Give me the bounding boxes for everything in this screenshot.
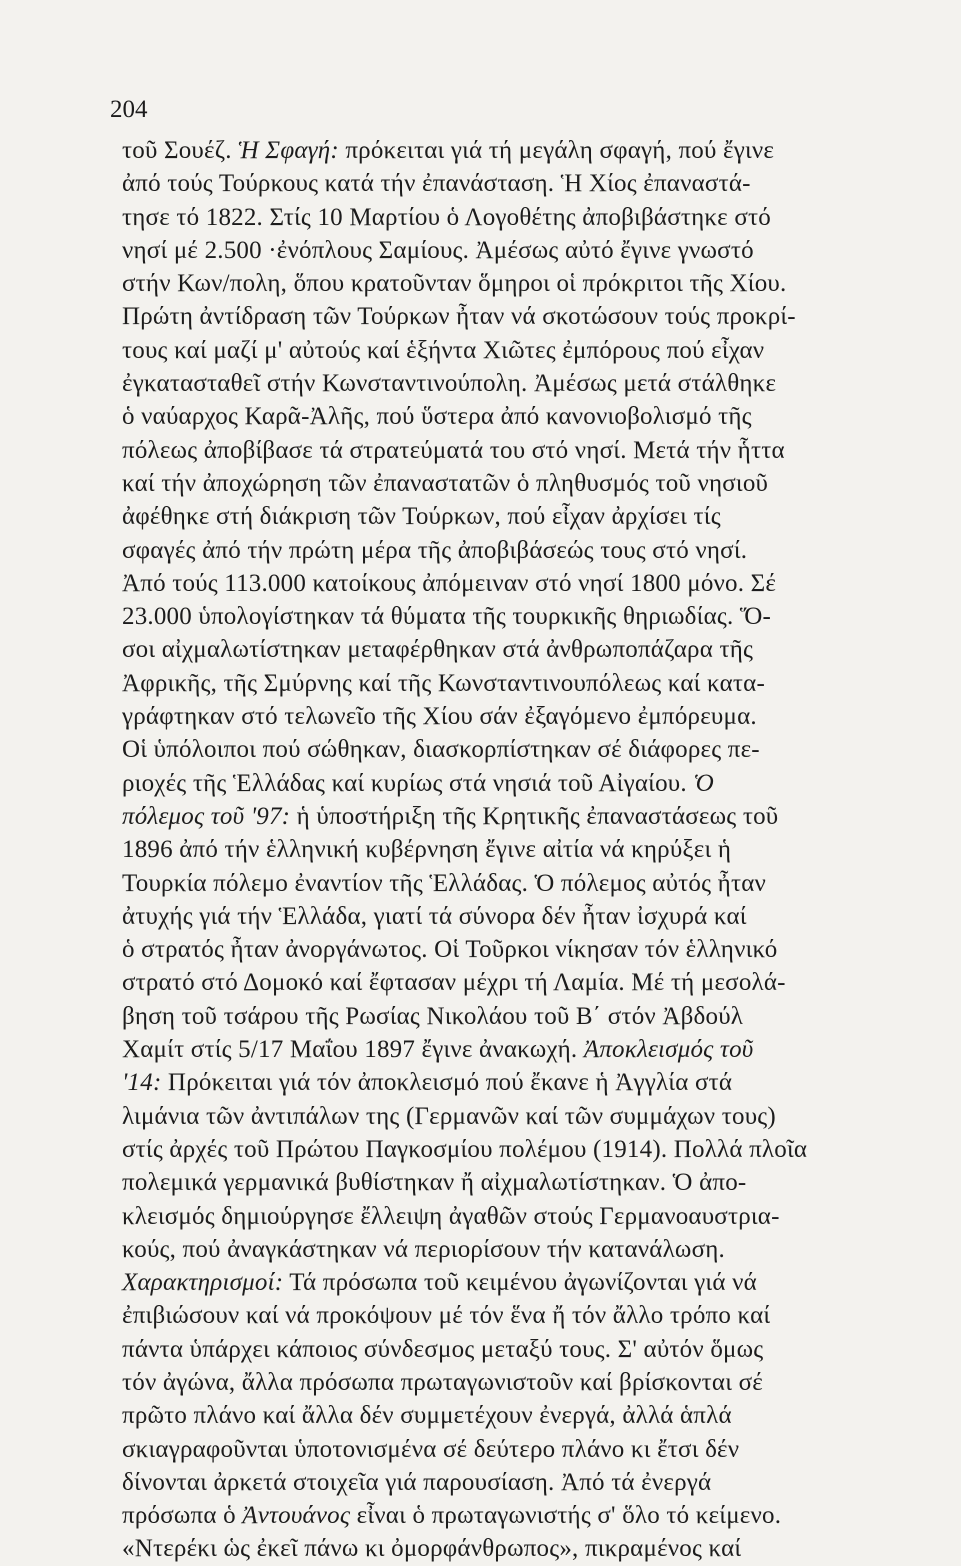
text-line: δίνονται ἀρκετά στοιχεῖα γιά παρουσίαση. Ἀπό τά ἐνεργά: [122, 1468, 712, 1496]
text-line: Χαμίτ στίς 5/17 Μαΐου 1897 ἔγινε ἀνακωχή. Ἀποκλεισμός τοῦ: [122, 1036, 754, 1064]
text-line: Οἱ ὑπόλοιποι πού σώθηκαν, διασκορπίστηκαν σέ διάφορες πε-: [122, 736, 760, 764]
body-text: [122, 134, 934, 1566]
text-line: ἀτυχής γιά τήν Ἑλλάδα, γιατί τά σύνορα δέν ἦταν ἰσχυρά καί: [122, 902, 747, 930]
page-number: 204: [110, 96, 148, 123]
text-line: τοῦ Σουέζ. Ἡ Σφαγή: πρόκειται γιά τή μεγάλη σφαγή, πού ἔγινε: [122, 137, 775, 164]
text-line: λιμάνια τῶν ἀντιπάλων της (Γερμανῶν καί τῶν συμμάχων τους): [122, 1102, 776, 1130]
text-line: σφαγές ἀπό τήν πρώτη μέρα τῆς ἀποβιβάσεώς τους στό νησί.: [122, 536, 748, 564]
text-line: τόν ἀγώνα, ἄλλα πρόσωπα πρωταγωνιστοῦν καί βρίσκονται σέ: [122, 1368, 763, 1396]
text-line: '14: Πρόκειται γιά τόν ἀποκλεισμό πού ἔκανε ἡ Ἀγγλία στά: [122, 1069, 733, 1097]
text-line: κλεισμός δημιούργησε ἔλλειψη ἀγαθῶν στούς Γερμανοαυστρια-: [122, 1202, 780, 1230]
text-line: στρατό στό Δομοκό καί ἔφτασαν μέχρι τή Λαμία. Μέ τή μεσολά-: [122, 969, 786, 997]
text-line: «Ντερέκι ὡς ἐκεῖ πάνω κι ὀμορφάνθρωπος», πικραμένος καί: [122, 1535, 742, 1563]
text-line: ἐπιβιώσουν καί νά προκόψουν μέ τόν ἕνα ἤ τόν ἄλλο τρόπο καί: [122, 1302, 771, 1330]
text-line: πόλεμος τοῦ '97: ἡ ὑποστήριξη τῆς Κρητικῆς ἐπαναστάσεως τοῦ: [122, 802, 779, 830]
text-line: ὁ στρατός ἦταν ἀνοργάνωτος. Οἱ Τοῦρκοι νίκησαν τόν ἑλληνικό: [122, 936, 778, 964]
text-line: πάντα ὑπάρχει κάποιος σύνδεσμος μεταξύ τους. Σ' αὐτόν ὅμως: [122, 1335, 764, 1363]
text-line: σοι αἰχμαλωτίστηκαν μεταφέρθηκαν στά ἀνθρωποπάζαρα τῆς: [122, 636, 754, 664]
text-line: ριοχές τῆς Ἑλλάδας καί κυρίως στά νησιά τοῦ Αἰγαίου. Ὁ: [122, 769, 714, 797]
text-line: 1896 ἀπό τήν ἑλληνική κυβέρνηση ἔγινε αἰτία νά κηρύξει ἡ: [122, 836, 732, 864]
text-line: Ἀφρικῆς, τῆς Σμύρνης καί τῆς Κωνσταντινουπόλεως καί κατα-: [122, 669, 765, 697]
text-line: νησί μέ 2.500 ·ἐνόπλους Σαμίους. Ἀμέσως αὐτό ἔγινε γνωστό: [122, 236, 754, 264]
text-line: στίς ἀρχές τοῦ Πρώτου Παγκοσμίου πολέμου (1914). Πολλά πλοῖα: [122, 1135, 808, 1163]
text-line: ἐγκατασταθεῖ στήν Κωνσταντινούπολη. Ἀμέσως μετά στάλθηκε: [122, 370, 777, 398]
text-line: καί τήν ἀποχώρηση τῶν ἐπαναστατῶν ὁ πληθυσμός τοῦ νησιοῦ: [122, 469, 769, 497]
text-line: Τουρκία πόλεμο ἐναντίον τῆς Ἑλλάδας. Ὁ πόλεμος αὐτός ἦταν: [122, 869, 767, 897]
text-line: πόλεως ἀποβίβασε τά στρατεύματά του στό νησί. Μετά τήν ἧττα: [122, 436, 785, 464]
text-line: 23.000 ὑπολογίστηκαν τά θύματα τῆς τουρκικῆς θηριωδίας. Ὅ-: [122, 603, 772, 631]
text-line: τους καί μαζί μ' αὐτούς καί ἑξήντα Χιῶτες ἐμπόρους πού εἶχαν: [122, 336, 765, 364]
text-line: Πρώτη ἀντίδραση τῶν Τούρκων ἦταν νά σκοτώσουν τούς προκρί-: [122, 303, 796, 331]
text-line: σκιαγραφοῦνται ὑποτονισμένα σέ δεύτερο πλάνο κι ἔτσι δέν: [122, 1435, 740, 1463]
text-line: πολεμικά γερμανικά βυθίστηκαν ἤ αἰχμαλωτίστηκαν. Ὁ ἀπο-: [122, 1169, 747, 1197]
text-line: ὁ ναύαρχος Καρᾶ-Ἀλῆς, πού ὕστερα ἀπό κανονιοβολισμό τῆς: [122, 403, 752, 431]
text-line: πρῶτο πλάνο καί ἄλλα δέν συμμετέχουν ἐνεργά, ἀλλά ἁπλά: [122, 1402, 732, 1430]
text-line: γράφτηκαν στό τελωνεῖο τῆς Χίου σάν ἐξαγόμενο ἐμπόρευμα.: [122, 703, 757, 731]
text-line: βηση τοῦ τσάρου τῆς Ρωσίας Νικολάου τοῦ Β΄ στόν Ἀβδούλ: [122, 1002, 744, 1030]
text-line: στήν Κων/πολη, ὅπου κρατοῦνταν ὅμηροι οἱ πρόκριτοι τῆς Χίου.: [122, 270, 787, 298]
text-line: κούς, πού ἀναγκάστηκαν νά περιορίσουν τήν κατανάλωση.: [122, 1235, 725, 1263]
text-line: τησε τό 1822. Στίς 10 Μαρτίου ὁ Λογοθέτης ἀποβιβάστηκε στό: [122, 203, 771, 231]
text-line: πρόσωπα ὁ Ἀντουάνος εἶναι ὁ πρωταγωνιστής σ' ὅλο τό κείμενο.: [122, 1502, 782, 1530]
text-line: Ἀπό τούς 113.000 κατοίκους ἀπόμειναν στό νησί 1800 μόνο. Σέ: [122, 569, 777, 597]
text-line: Χαρακτηρισμοί: Τά πρόσωπα τοῦ κειμένου ἀγωνίζονται γιά νά: [122, 1269, 757, 1297]
text-line: ἀπό τούς Τούρκους κατά τήν ἐπανάσταση. Ἡ Χίος ἐπαναστά-: [122, 170, 751, 198]
text-line: ἀφέθηκε στή διάκριση τῶν Τούρκων, πού εἶχαν ἀρχίσει τίς: [122, 503, 721, 531]
